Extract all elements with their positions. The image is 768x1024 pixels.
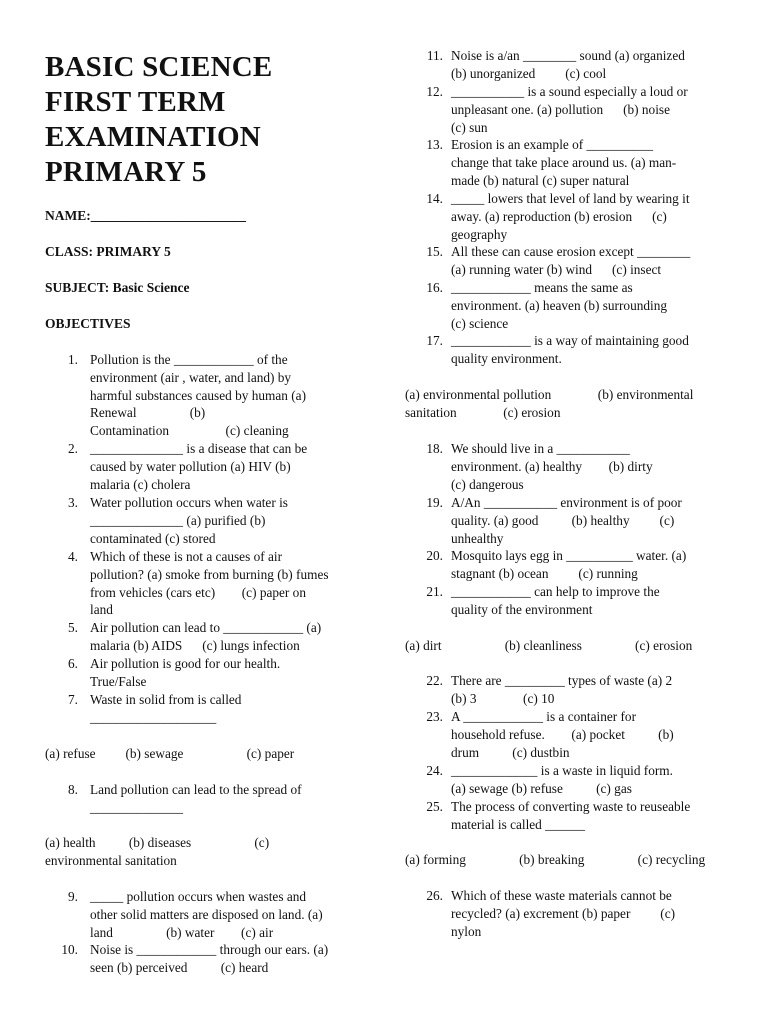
question-line: (c) sun [451, 119, 488, 135]
question-number: 19. [426, 495, 443, 510]
question-line: away. (a) reproduction (b) erosion (c) [451, 208, 667, 224]
question-line: recycled? (a) excrement (b) paper (c) [451, 905, 676, 921]
question-line: from vehicles (cars etc) (c) paper on [90, 584, 306, 600]
question-line: Land pollution can lead to the spread of [90, 782, 302, 797]
class-label: CLASS: PRIMARY 5 [45, 244, 171, 259]
question-line: _____ pollution occurs when wastes and [90, 889, 307, 904]
question-number: 18. [426, 441, 443, 456]
question-line: household refuse. (a) pocket (b) [451, 726, 674, 742]
question-line: Contamination (c) cleaning [90, 423, 289, 439]
question-line: quality of the environment [451, 601, 593, 617]
objectives-heading: OBJECTIVES [45, 316, 131, 331]
question-line: True/False [90, 673, 147, 689]
options-line: sanitation (c) erosion [405, 404, 561, 420]
question-line: geography [451, 226, 508, 242]
question-line: (a) sewage (b) refuse (c) gas [451, 780, 632, 796]
answer-options [45, 834, 269, 870]
question-number: 13. [426, 137, 443, 152]
answer-options [405, 851, 705, 869]
question-line: We should live in a ___________ [451, 441, 630, 456]
question-line: quality environment. [451, 350, 562, 366]
question-line: ____________ can help to improve the [451, 584, 660, 599]
name-field-label: NAME:_______________________ [45, 208, 246, 223]
question-number: 21. [426, 584, 443, 599]
question-number: 23. [426, 709, 443, 724]
question-line: unpleasant one. (a) pollution (b) noise [451, 101, 670, 117]
question-number: 20. [426, 548, 443, 563]
question-number: 9. [68, 889, 78, 904]
title-line: EXAMINATION [45, 121, 261, 153]
question-line: All these can cause erosion except ________ [451, 244, 691, 259]
question-line: harmful substances caused by human (a) [90, 387, 307, 403]
question-line: Pollution is the ____________ of the [90, 352, 288, 367]
question-line: The process of converting waste to reuseable [451, 799, 691, 814]
question-line: (b) 3 (c) 10 [451, 690, 555, 706]
exam-title [45, 50, 272, 190]
question-number: 14. [426, 191, 443, 206]
question-line: Water pollution occurs when water is [90, 495, 288, 510]
question-line: Air pollution can lead to ____________ (a) [90, 620, 322, 635]
question-line: environment. (a) heaven (b) surrounding [451, 297, 668, 313]
question-number: 1. [68, 352, 78, 367]
question-number: 12. [426, 84, 443, 99]
question-line: Air pollution is good for our health. [90, 656, 281, 671]
question-line: malaria (c) cholera [90, 476, 191, 492]
answer-options [405, 386, 693, 422]
answer-options [405, 637, 692, 655]
options-line: (a) refuse (b) sewage (c) paper [45, 746, 295, 761]
question-number: 4. [68, 549, 78, 564]
options-line: (a) environmental pollution (b) environmental [405, 387, 694, 402]
question-number: 16. [426, 280, 443, 295]
question-line: land [90, 602, 113, 618]
question-line: (c) dangerous [451, 476, 524, 492]
question-line: ______________ is a disease that can be [90, 441, 308, 456]
question-line: stagnant (b) ocean (c) running [451, 565, 638, 581]
question-line: environment (air , water, and land) by [90, 369, 292, 385]
options-line: (a) health (b) diseases (c) [45, 835, 270, 850]
question-number: 17. [426, 333, 443, 348]
question-line: change that take place around us. (a) man- [451, 154, 677, 170]
question-line: seen (b) perceived (c) heard [90, 959, 269, 975]
question-line: land (b) water (c) air [90, 924, 274, 940]
question-line: contaminated (c) stored [90, 530, 216, 546]
question-line: made (b) natural (c) super natural [451, 172, 630, 188]
question-number: 22. [426, 673, 443, 688]
question-line: Erosion is an example of __________ [451, 137, 654, 152]
subject-label: SUBJECT: Basic Science [45, 280, 190, 295]
question-line: caused by water pollution (a) HIV (b) [90, 458, 291, 474]
question-line: environment. (a) healthy (b) dirty [451, 458, 653, 474]
question-line: Renewal (b) [90, 405, 206, 421]
question-line: Which of these is not a causes of air [90, 549, 282, 564]
question-line: Waste in solid from is called [90, 692, 242, 707]
question-line: unhealthy [451, 530, 504, 546]
question-line: There are _________ types of waste (a) 2 [451, 673, 673, 688]
question-number: 24. [426, 763, 443, 778]
options-line: (a) forming (b) breaking (c) recycling [405, 852, 706, 867]
question-number: 2. [68, 441, 78, 456]
question-number: 11. [426, 48, 443, 63]
question-number: 8. [68, 782, 78, 797]
question-line: malaria (b) AIDS (c) lungs infection [90, 637, 300, 653]
question-line: ___________ is a sound especially a loud or [451, 84, 688, 99]
question-line: (c) science [451, 315, 509, 331]
question-line: _____________ is a waste in liquid form. [451, 763, 673, 778]
question-number: 15. [426, 244, 443, 259]
question-line: ______________ [90, 799, 184, 815]
question-line: (a) running water (b) wind (c) insect [451, 261, 662, 277]
question-number: 26. [426, 888, 443, 903]
options-line: environmental sanitation [45, 852, 177, 868]
question-line: ____________ means the same as [451, 280, 633, 295]
options-line: (a) dirt (b) cleanliness (c) erosion [405, 638, 693, 653]
question-line: material is called ______ [451, 816, 586, 832]
question-line: ____________ is a way of maintaining good [451, 333, 689, 348]
question-line: ______________ (a) purified (b) [90, 512, 266, 528]
question-number: 25. [426, 799, 443, 814]
question-number: 6. [68, 656, 78, 671]
answer-options [45, 745, 294, 763]
question-number: 5. [68, 620, 78, 635]
question-number: 10. [61, 942, 78, 957]
question-line: _____ lowers that level of land by wearing it [451, 191, 690, 206]
question-number: 3. [68, 495, 78, 510]
title-line: PRIMARY 5 [45, 156, 207, 188]
question-line: pollution? (a) smoke from burning (b) fumes [90, 566, 329, 582]
question-line: Noise is a/an ________ sound (a) organized [451, 48, 685, 63]
question-line: nylon [451, 923, 482, 939]
question-number: 7. [68, 692, 78, 707]
question-line: drum (c) dustbin [451, 744, 570, 760]
question-line: A/An ___________ environment is of poor [451, 495, 682, 510]
question-line: Which of these waste materials cannot be [451, 888, 672, 903]
question-line: ___________________ [90, 709, 217, 725]
question-line: (b) unorganized (c) cool [451, 65, 607, 81]
title-line: FIRST TERM [45, 86, 226, 118]
question-line: other solid matters are disposed on land. (a) [90, 906, 323, 922]
title-line: BASIC SCIENCE [45, 51, 273, 83]
question-line: quality. (a) good (b) healthy (c) [451, 512, 675, 528]
question-line: Noise is ____________ through our ears. (a) [90, 942, 329, 957]
question-line: Mosquito lays egg in __________ water. (a) [451, 548, 687, 563]
question-line: A ____________ is a container for [451, 709, 637, 724]
